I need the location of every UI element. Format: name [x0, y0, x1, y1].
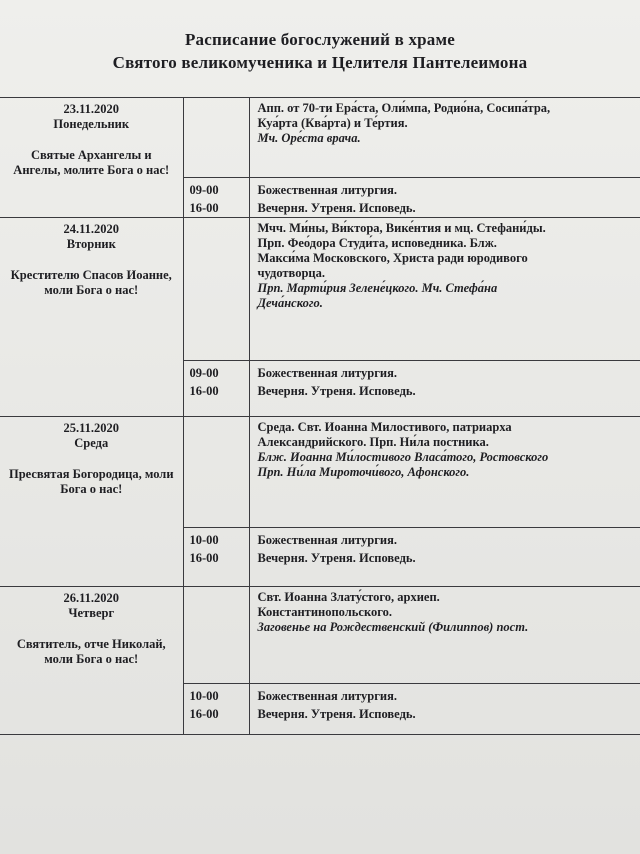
saints-line: чудотворца.	[257, 266, 326, 280]
saints-line: Свт. Иоанна Злату́стого, архиеп.	[257, 590, 440, 604]
day-weekday: Среда	[74, 436, 109, 450]
times-cell	[183, 361, 249, 417]
service-name: Вечерня. Утреня. Исповедь.	[257, 707, 416, 721]
times-cell	[183, 684, 249, 735]
day-cell	[0, 417, 183, 587]
day-prayer: Крестителю Спасов Иоанне, моли Бога о нас!	[10, 268, 172, 297]
saints-italic-line: Заговенье на Рождественский (Филиппов) пост.	[257, 620, 529, 634]
day-row	[0, 98, 640, 178]
day-weekday: Понедельник	[53, 117, 130, 131]
empty-time-cell	[183, 587, 249, 684]
saints-line: Мчч. Ми́ны, Ви́ктора, Вике́нтия и мц. Стефани́ды.	[257, 221, 546, 235]
day-date: 23.11.2020	[63, 102, 120, 116]
saints-line: Константинопольского.	[257, 605, 392, 619]
times-cell	[183, 528, 249, 587]
saints-line: Александрийского. Прп. Ни́ла постника.	[257, 435, 489, 449]
service-time: 09-00	[189, 183, 219, 197]
saints-line: Среда. Свт. Иоанна Милостивого, патриарха	[257, 420, 512, 434]
saints-cell	[249, 417, 640, 528]
service-time: 16-00	[189, 707, 219, 721]
services-cell	[249, 684, 640, 735]
service-name: Вечерня. Утреня. Исповедь.	[257, 201, 416, 215]
service-name: Божественная литургия.	[257, 366, 397, 380]
service-time: 10-00	[189, 533, 219, 547]
schedule-table	[0, 97, 640, 735]
service-name: Вечерня. Утреня. Исповедь.	[257, 384, 416, 398]
day-prayer: Пресвятая Богородица, моли Бога о нас!	[8, 467, 174, 496]
service-name: Божественная литургия.	[257, 689, 397, 703]
day-row	[0, 218, 640, 361]
day-prayer: Святитель, отче Николай, моли Бога о нас!	[16, 637, 166, 666]
empty-time-cell	[183, 218, 249, 361]
saints-line: Апп. от 70-ти Ера́ста, Оли́мпа, Родио́на, Сосипа́тра,	[257, 101, 551, 115]
saints-italic-line: Блж. Иоанна Ми́лостивого Власа́того, Ростовского	[257, 450, 549, 464]
day-row	[0, 417, 640, 528]
day-date: 26.11.2020	[63, 591, 120, 605]
page-title: Расписание богослужений в храме	[184, 30, 456, 49]
page-subtitle: Святого великомученика и Целителя Пантелеимона	[112, 53, 528, 72]
saints-italic-line: Прп. Марти́рия Зелене́цкого. Мч. Стефа́на	[257, 281, 498, 295]
services-cell	[249, 178, 640, 218]
service-time: 10-00	[189, 689, 219, 703]
service-time: 16-00	[189, 551, 219, 565]
times-cell	[183, 178, 249, 218]
saints-cell	[249, 98, 640, 178]
day-prayer: Святые Архангелы и Ангелы, молите Бога о нас!	[13, 148, 170, 177]
day-weekday: Четверг	[68, 606, 115, 620]
saints-line: Макси́ма Московского, Христа ради юродивого	[257, 251, 528, 265]
service-time: 16-00	[189, 384, 219, 398]
service-time: 16-00	[189, 201, 219, 215]
day-weekday: Вторник	[66, 237, 116, 251]
day-cell	[0, 218, 183, 417]
saints-italic-line: Прп. Ни́ла Мироточи́вого, Афонского.	[257, 465, 470, 479]
service-name: Вечерня. Утреня. Исповедь.	[257, 551, 416, 565]
saints-italic-line: Деча́нского.	[257, 296, 323, 310]
service-time: 09-00	[189, 366, 219, 380]
saints-cell	[249, 218, 640, 361]
services-cell	[249, 528, 640, 587]
day-date: 25.11.2020	[63, 421, 120, 435]
day-date: 24.11.2020	[63, 222, 120, 236]
saints-italic-line: Мч. Оре́ста врача.	[257, 131, 361, 145]
saints-line: Куа́рта (Ква́рта) и Те́ртия.	[257, 116, 408, 130]
empty-time-cell	[183, 417, 249, 528]
service-name: Божественная литургия.	[257, 183, 397, 197]
day-cell	[0, 587, 183, 735]
day-cell	[0, 98, 183, 218]
saints-cell	[249, 587, 640, 684]
empty-time-cell	[183, 98, 249, 178]
day-row	[0, 587, 640, 684]
service-name: Божественная литургия.	[257, 533, 397, 547]
saints-line: Прп. Фео́дора Студи́та, исповедника. Блж.	[257, 236, 497, 250]
services-cell	[249, 361, 640, 417]
